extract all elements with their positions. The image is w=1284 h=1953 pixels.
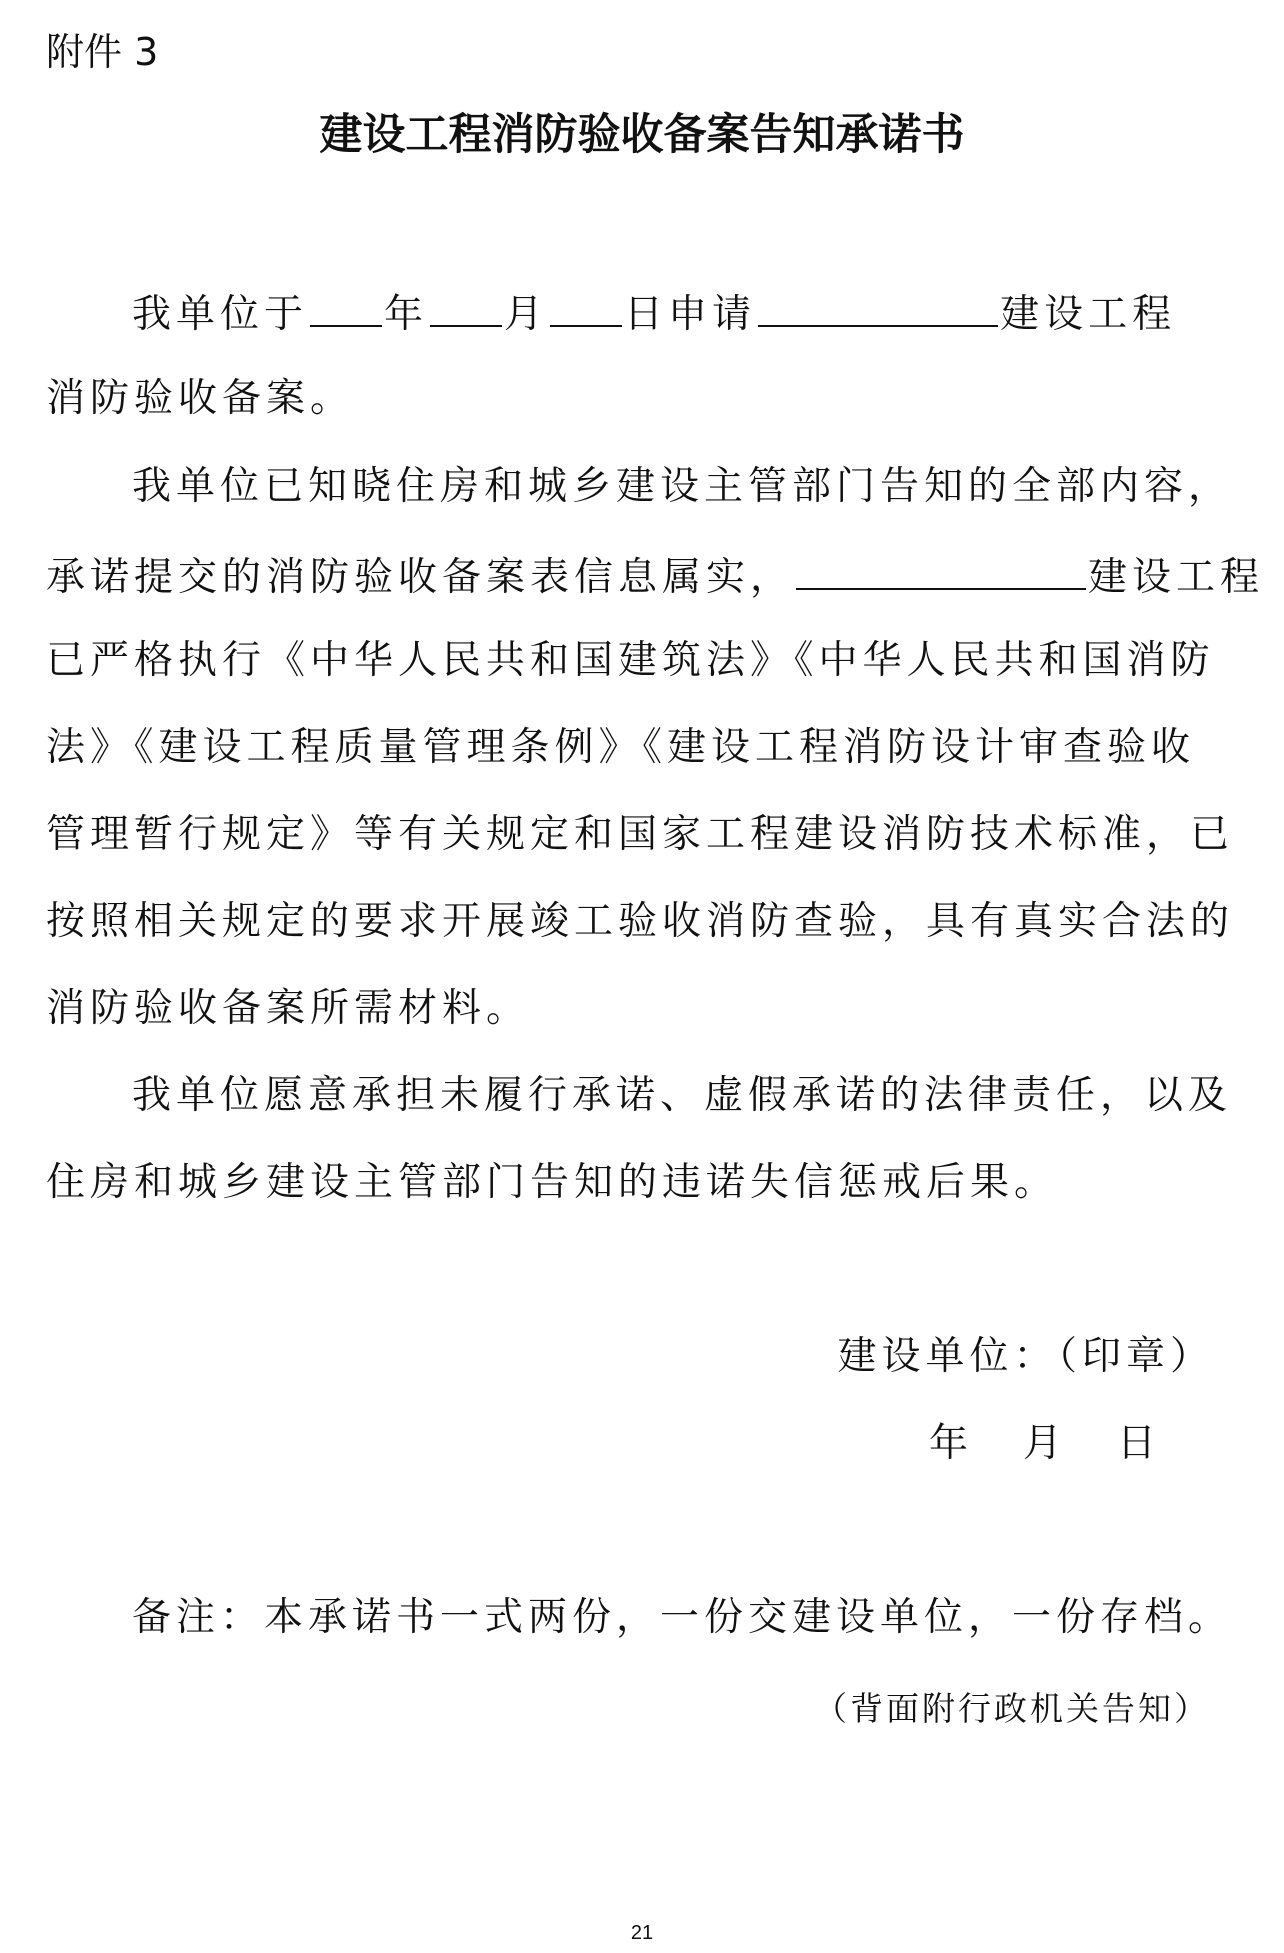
blank-year-field[interactable]	[310, 283, 382, 327]
text-segment: 月	[504, 292, 549, 337]
paragraph-3-line-2: 住房和城乡建设主管部门告知的违诺失信惩戒后果。	[46, 1160, 1059, 1205]
attachment-label: 附件 3	[46, 30, 159, 74]
paragraph-1-line-1	[132, 283, 1176, 343]
signature-date: 年 月 日	[928, 1421, 1164, 1466]
text-segment: 承诺提交的消防验收备案表信息属实，	[46, 555, 795, 600]
paragraph-2-line-2	[46, 546, 1264, 606]
text-segment: 建设工程	[1088, 555, 1265, 600]
text-segment: 我单位于	[132, 292, 309, 337]
paragraph-2-line-1: 我单位已知晓住房和城乡建设主管部门告知的全部内容，	[132, 464, 1233, 509]
paragraph-1-line-2: 消防验收备案。	[46, 376, 355, 421]
note-line-2: （背面附行政机关告知）	[814, 1689, 1210, 1728]
text-segment: 年	[384, 292, 429, 337]
text-segment: 建设工程	[1000, 292, 1177, 337]
paragraph-2-line-4: 法》《建设工程质量管理条例》《建设工程消防设计审查验收	[46, 725, 1196, 770]
blank-day-field[interactable]	[550, 283, 622, 327]
page-number: 21	[630, 1922, 654, 1944]
blank-month-field[interactable]	[430, 283, 502, 327]
paragraph-2-line-3: 已严格执行《中华人民共和国建筑法》《中华人民共和国消防	[46, 638, 1215, 683]
blank-project-name-field[interactable]	[758, 283, 998, 327]
paragraph-2-line-6: 按照相关规定的要求开展竣工验收消防查验，具有真实合法的	[46, 899, 1235, 944]
paragraph-2-line-5: 管理暂行规定》等有关规定和国家工程建设消防技术标准，已	[46, 812, 1235, 857]
signature-unit: 建设单位：（印章）	[837, 1334, 1214, 1379]
text-segment: 日申请	[624, 292, 757, 337]
note-line-1: 备注：本承诺书一式两份，一份交建设单位，一份存档。	[132, 1595, 1233, 1640]
paragraph-3-line-1: 我单位愿意承担未履行承诺、虚假承诺的法律责任，以及	[132, 1073, 1233, 1118]
blank-project-name-field-2[interactable]	[796, 546, 1086, 590]
paragraph-2-line-7: 消防验收备案所需材料。	[46, 986, 531, 1031]
document-title: 建设工程消防验收备案告知承诺书	[319, 110, 965, 160]
